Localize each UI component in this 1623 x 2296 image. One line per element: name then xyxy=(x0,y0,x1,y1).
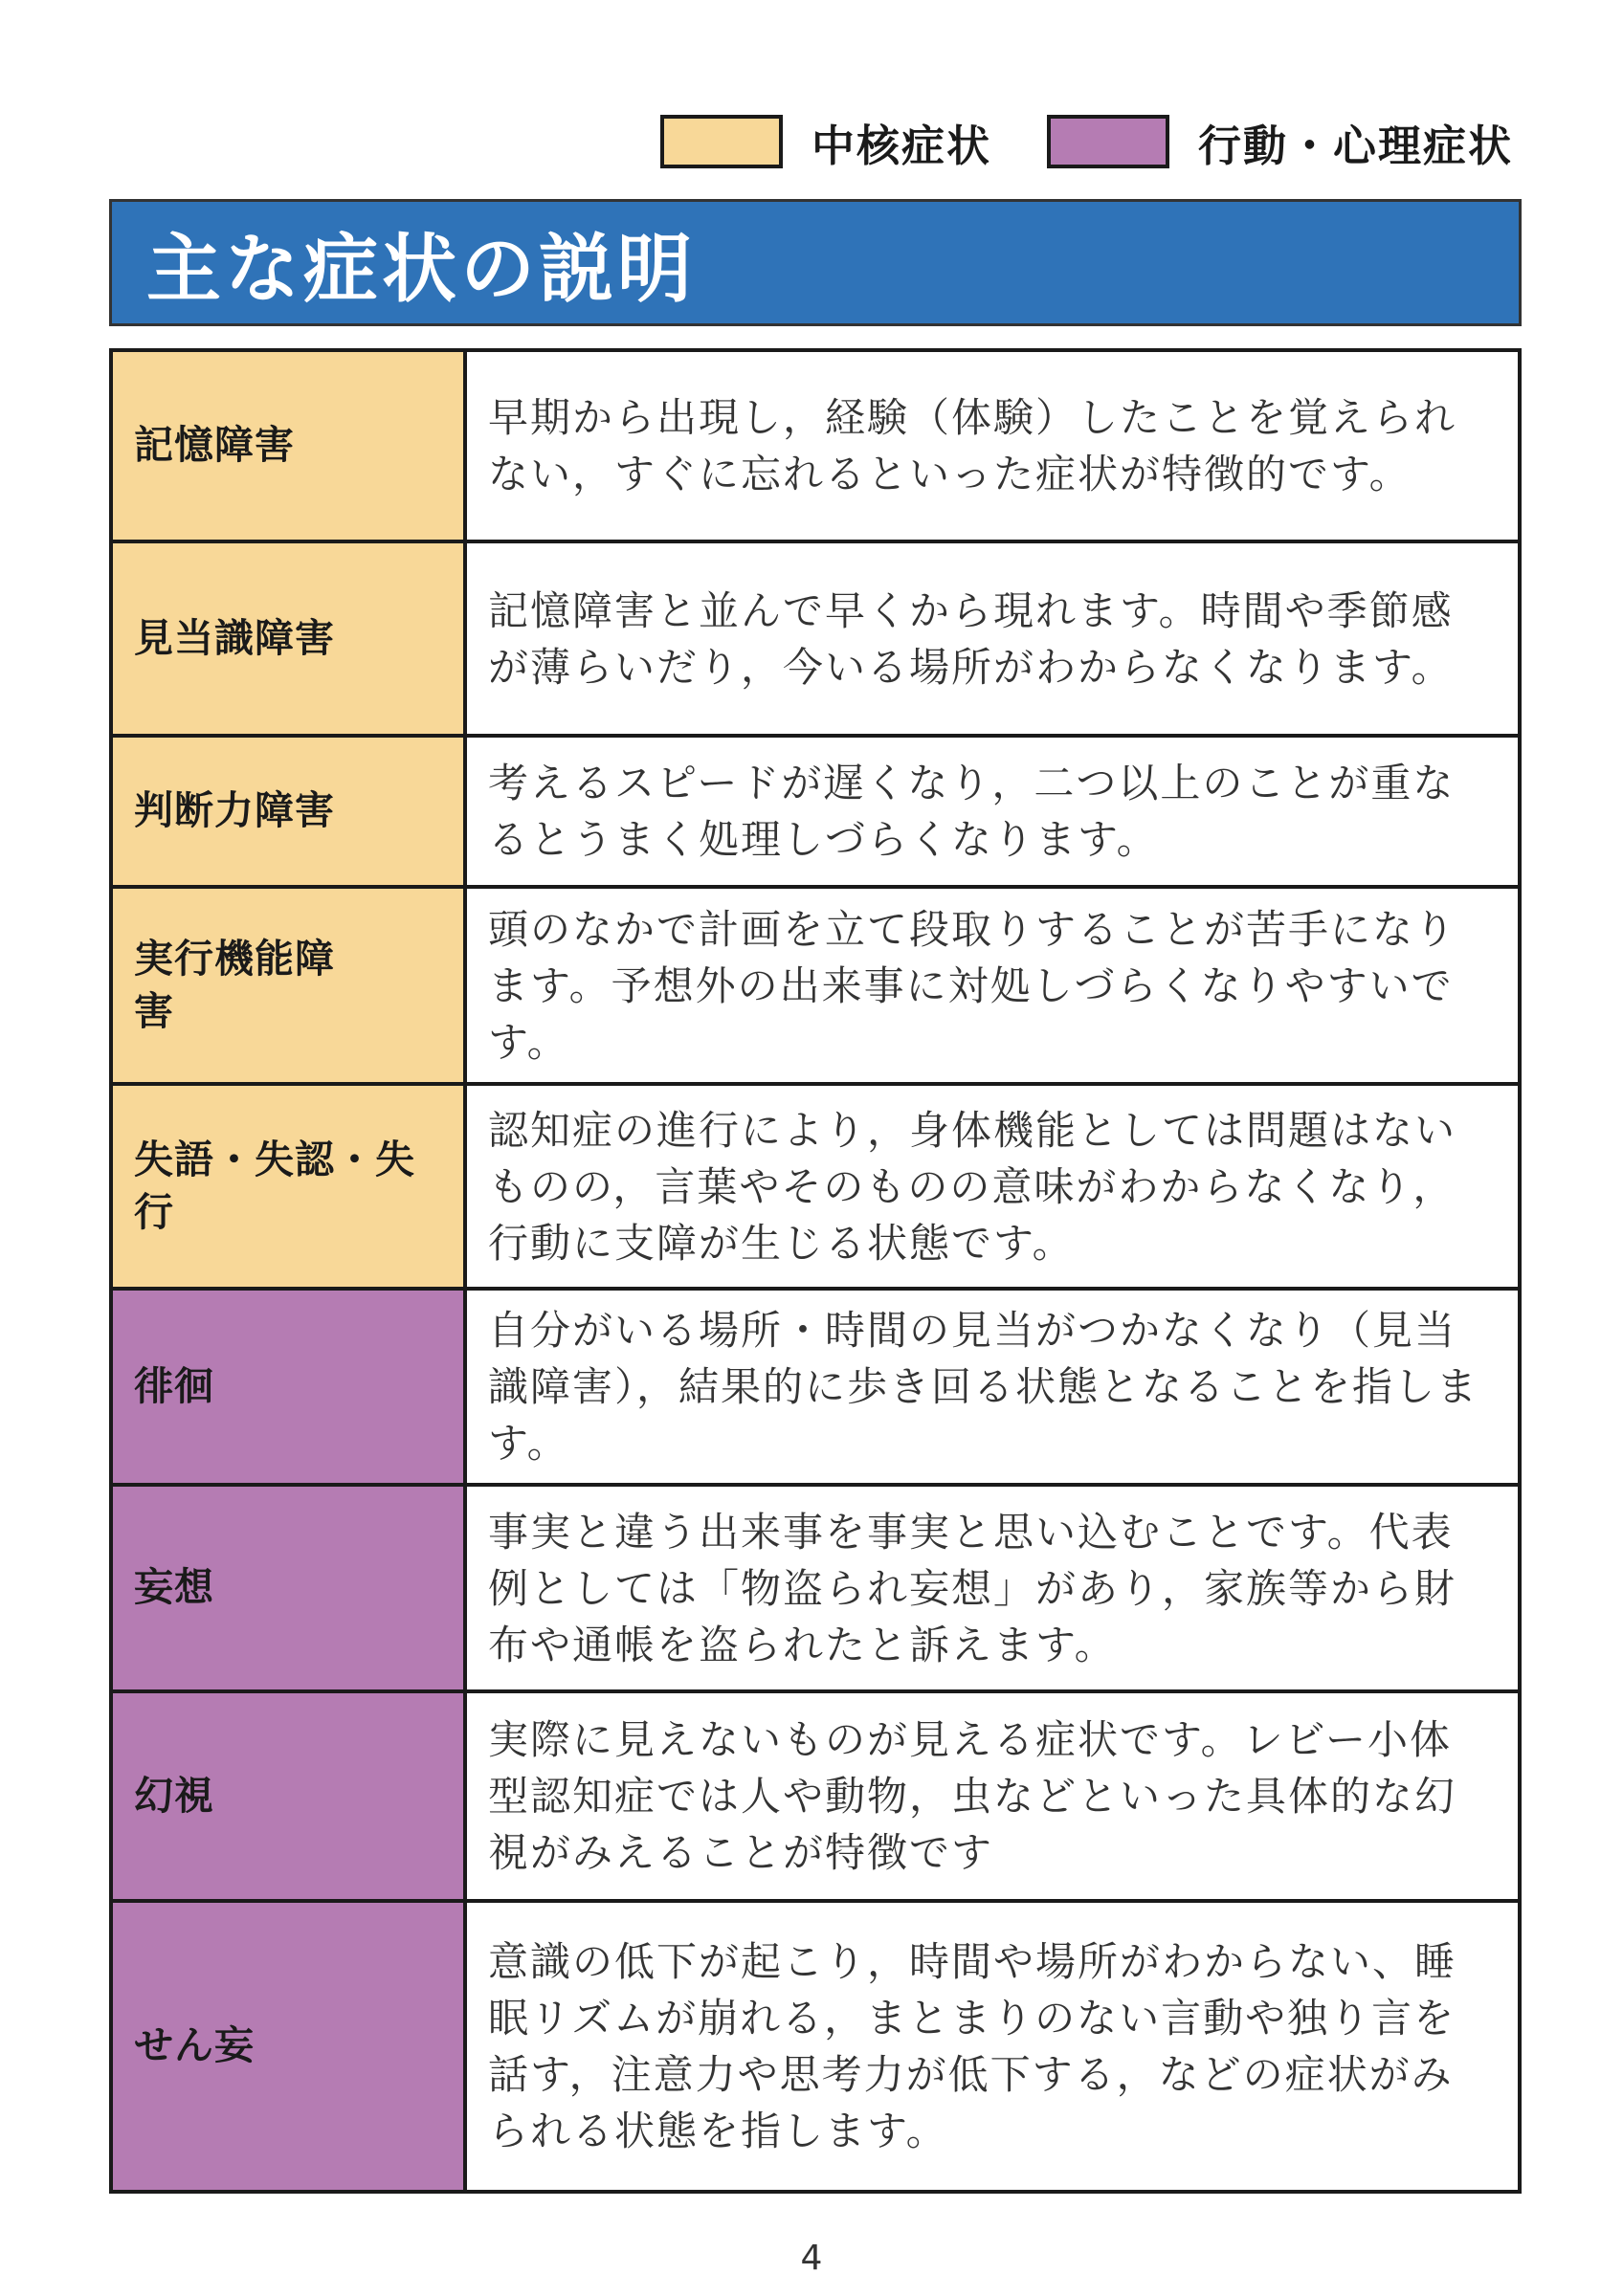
symptom-term xyxy=(113,738,467,885)
symptom-term xyxy=(113,1291,467,1483)
description-text: 頭のなかで計画を立て段取りすることが苦手になります。予想外の出来事に対処しづらくなりやすいです。 xyxy=(488,905,1457,1066)
description-text: 考えるスピードが遅くなり，二つ以上のことが重なるとうまく処理しづらくなります。 xyxy=(488,760,1456,863)
symptom-description xyxy=(467,1903,1518,2190)
term-text: 失語・失認・失行 xyxy=(134,1136,415,1235)
symptom-description xyxy=(467,889,1518,1082)
symptom-description xyxy=(467,352,1518,540)
table-row xyxy=(113,540,1518,734)
term-text: 実行機能障害 xyxy=(134,935,335,1034)
symptom-description xyxy=(467,1487,1518,1689)
table-row xyxy=(113,734,1518,885)
symptom-term xyxy=(113,352,467,540)
description-text: 意識の低下が起こり，時間や場所がわからない、睡眠リズムが崩れる，まとまりのない言動や独り言を話す，注意力や思考力が低下する，などの症状がみられる状態を指します。 xyxy=(488,1938,1457,2154)
legend xyxy=(660,111,1513,172)
table-row xyxy=(113,1082,1518,1287)
bpsd-swatch xyxy=(1047,115,1169,168)
core-swatch xyxy=(660,115,783,168)
term-text: せん妄 xyxy=(134,2022,255,2069)
term-text: 判断力障害 xyxy=(134,787,335,834)
symptom-term xyxy=(113,1903,467,2190)
legend-label-core: 中核症状 xyxy=(811,120,991,171)
legend-item-bpsd xyxy=(1047,111,1513,173)
title-banner xyxy=(109,199,1522,326)
symptom-description xyxy=(467,543,1518,734)
description-text: 事実と違う出来事を事実と思い込むことです。代表例としては「物盗られ妄想」があり，家族等から財布や通帳を盗られたと訴えます。 xyxy=(488,1508,1457,1668)
description-text: 自分がいる場所・時間の見当がつかなくなり（見当識障害），結果的に歩き回る状態となることを指します。 xyxy=(488,1307,1479,1467)
legend-item-core xyxy=(660,111,991,173)
symptom-table xyxy=(109,348,1522,2194)
symptom-term xyxy=(113,543,467,734)
term-text: 徘徊 xyxy=(134,1362,214,1409)
term-text: 見当識障害 xyxy=(134,614,335,661)
symptom-term xyxy=(113,889,467,1082)
table-row xyxy=(113,1483,1518,1689)
table-row xyxy=(113,1689,1518,1899)
symptom-term xyxy=(113,1693,467,1899)
symptom-description xyxy=(467,1086,1518,1287)
symptom-term xyxy=(113,1487,467,1689)
page-title: 主な症状の説明 xyxy=(146,226,697,313)
description-text: 記憶障害と並んで早くから現れます。時間や季節感が薄らいだり，今いる場所がわからなくなります。 xyxy=(488,586,1454,691)
term-text: 記憶障害 xyxy=(134,422,295,469)
description-text: 実際に見えないものが見える症状です。レビー小体型認知症では人や動物，虫などといった具体的な幻視がみえることが特徴です xyxy=(488,1716,1457,1876)
table-row xyxy=(113,885,1518,1082)
legend-label-bpsd: 行動・心理症状 xyxy=(1197,120,1513,171)
table-row xyxy=(113,1899,1518,2190)
symptom-description xyxy=(467,1291,1518,1483)
table-row xyxy=(113,1287,1518,1483)
page-number: 4 xyxy=(800,2239,823,2278)
description-text: 認知症の進行により，身体機能としては問題はないものの，言葉やそのものの意味がわからなくなり，行動に支障が生じる状態です。 xyxy=(488,1106,1457,1267)
description-text: 早期から出現し，経験（体験）したことを覚えられない，すぐに忘れるといった症状が特徴的です。 xyxy=(488,394,1457,497)
symptom-description xyxy=(467,738,1518,885)
symptom-description xyxy=(467,1693,1518,1899)
term-text: 幻視 xyxy=(134,1772,214,1819)
symptom-term xyxy=(113,1086,467,1287)
table-row xyxy=(113,352,1518,540)
term-text: 妄想 xyxy=(134,1564,214,1611)
